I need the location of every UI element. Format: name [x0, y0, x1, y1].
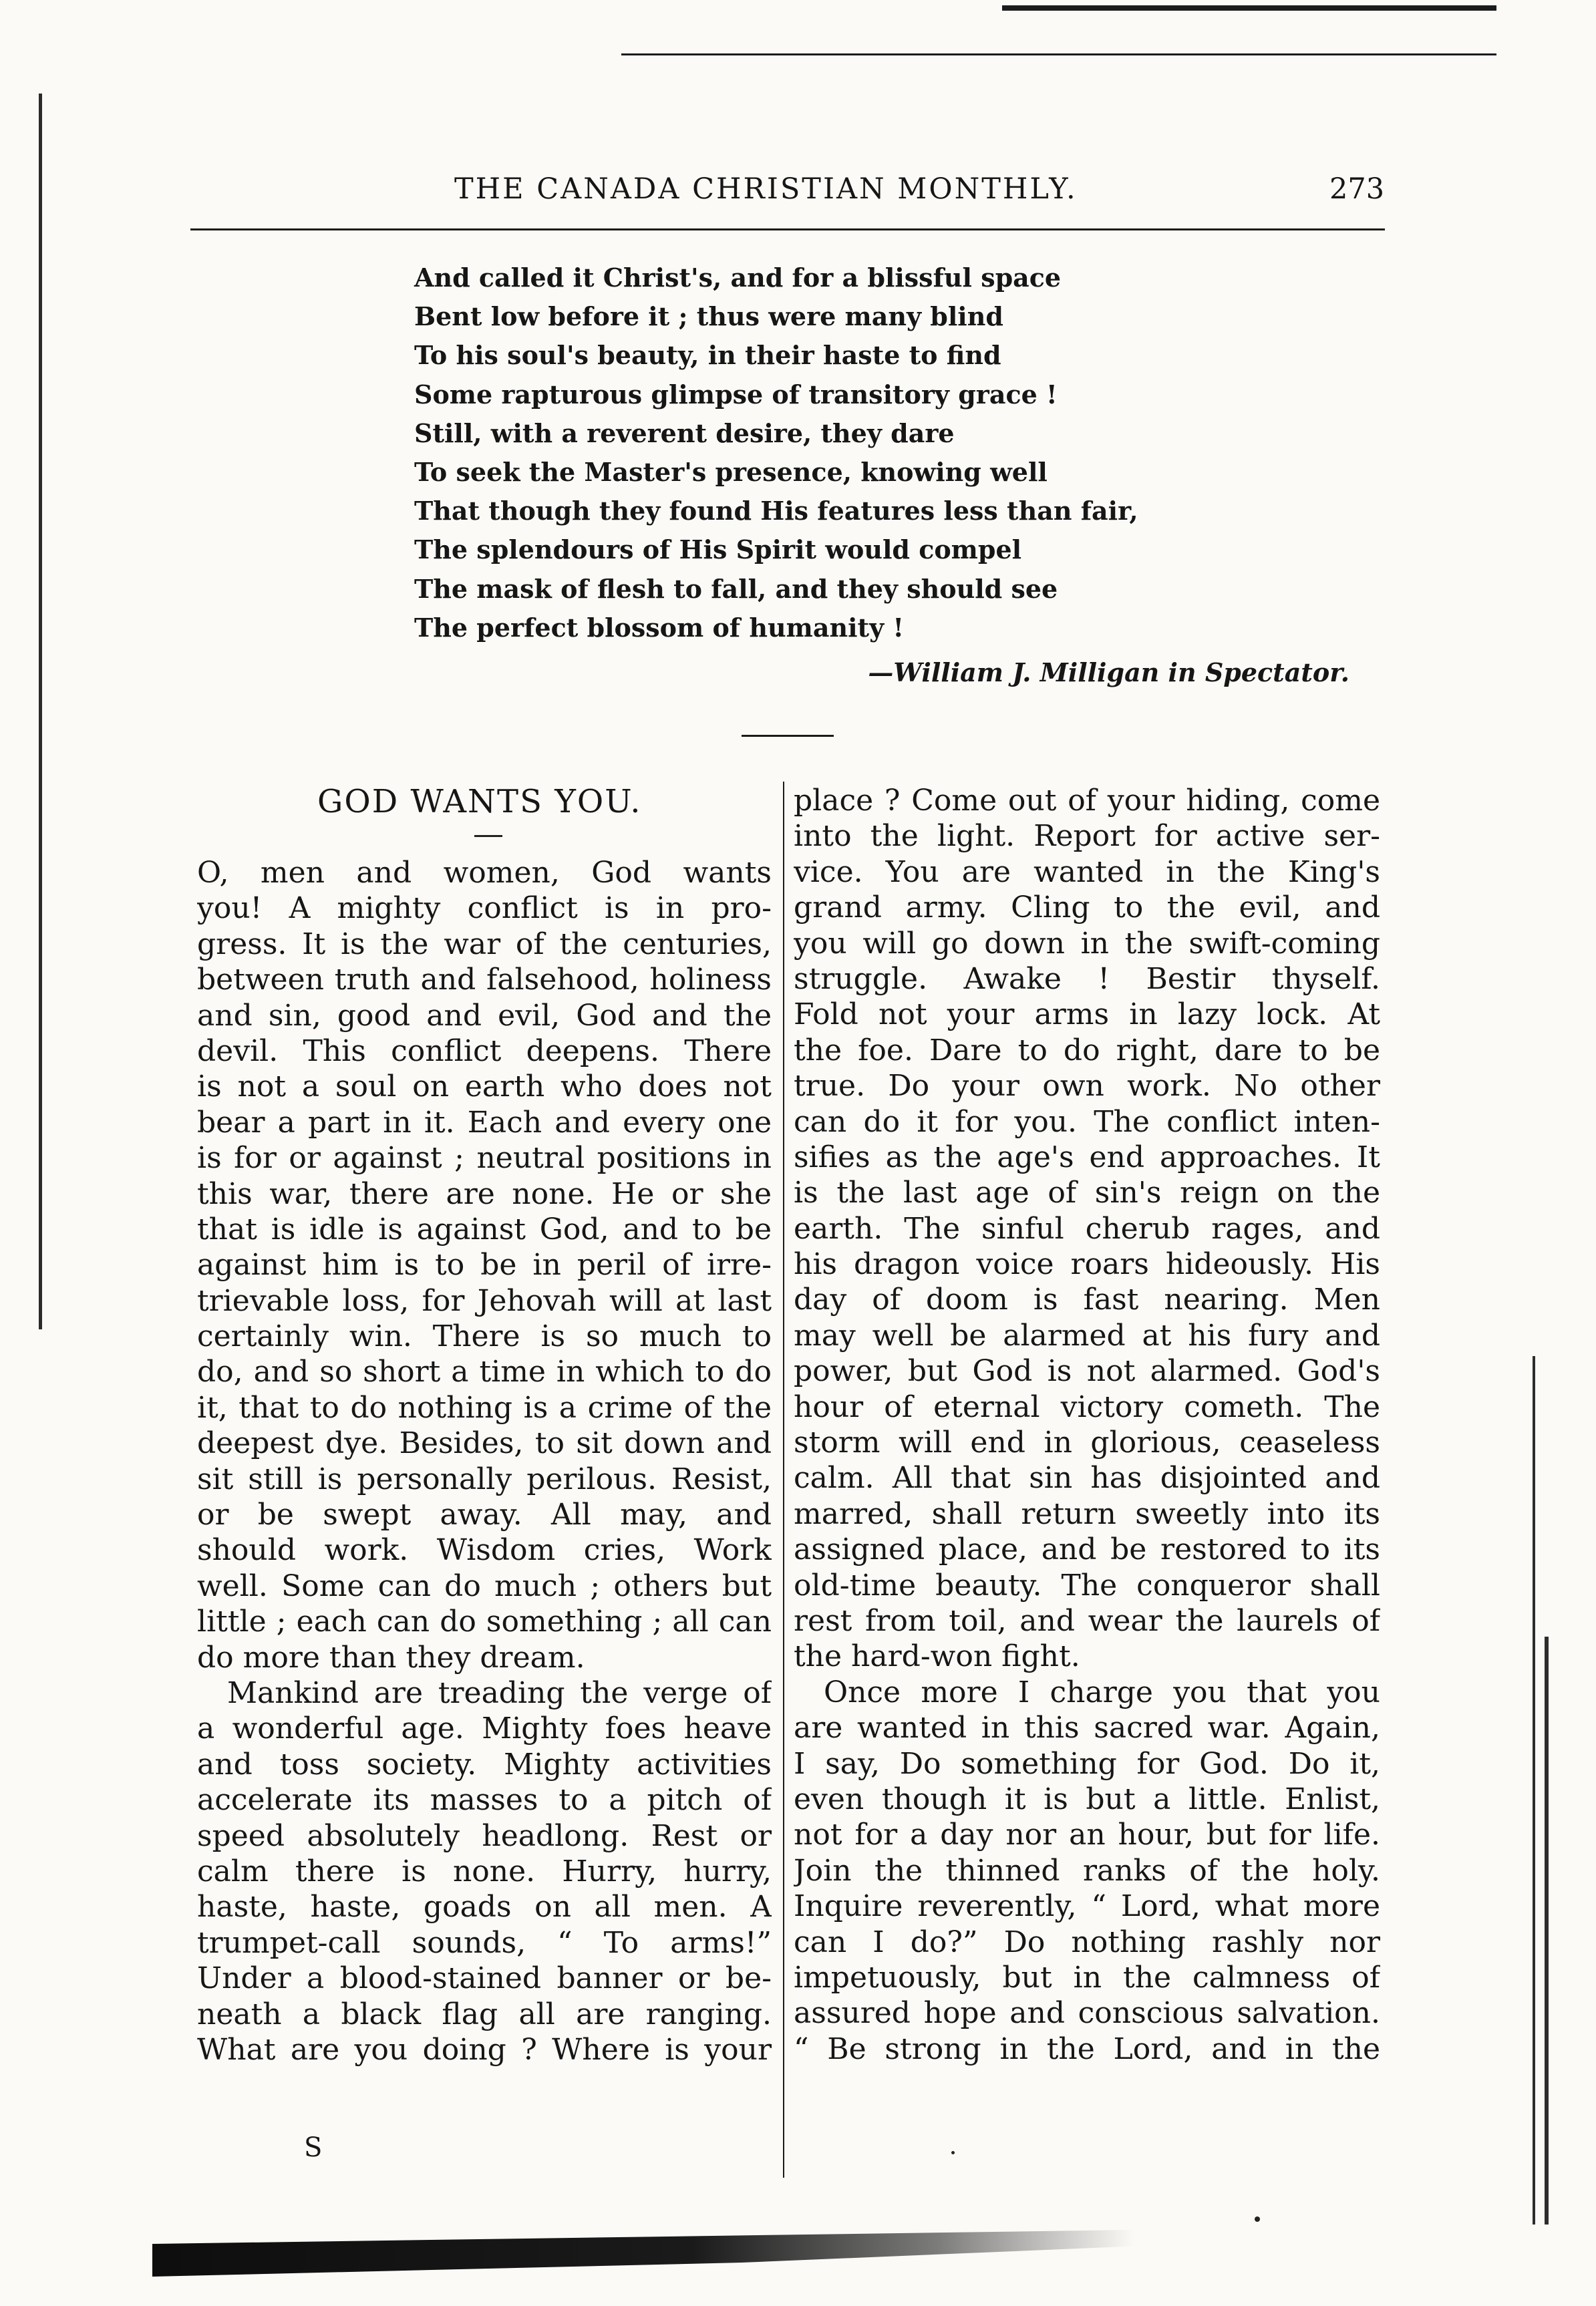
poem-line: The perfect blossom of humanity !: [414, 612, 905, 643]
text-line: even though it is but a little. Enlist,: [794, 1782, 1380, 1816]
poem: [414, 259, 1349, 647]
text-line: certainly win. There is so much to: [197, 1319, 772, 1354]
page-number: 273: [1329, 172, 1385, 206]
left-scan-edge: [39, 94, 42, 1329]
poem-line: The splendours of His Spirit would compel: [414, 534, 1022, 565]
text-line: O, men and women, God wants: [197, 856, 772, 890]
poem-line: To seek the Master's presence, knowing well: [414, 457, 1048, 488]
text-line: Under a blood-stained banner or be-: [197, 1961, 772, 1996]
text-line: you will go down in the swift-coming: [794, 926, 1380, 961]
text-line: calm. All that sin has disjointed and: [794, 1461, 1380, 1496]
poem-attribution: —William J. Milligan in Spectator.: [868, 657, 1349, 687]
column-divider: [783, 782, 784, 2178]
text-line: well. Some can do much ; others but: [197, 1569, 772, 1603]
text-line: and sin, good and evil, God and the: [197, 998, 772, 1033]
text-line: gress. It is the war of the centuries,: [197, 927, 772, 961]
text-line: the foe. Dare to do right, dare to be: [794, 1033, 1380, 1067]
text-line: do, and so short a time in which to do: [197, 1355, 772, 1389]
text-line: sifies as the age's end approaches. It: [794, 1140, 1380, 1174]
poem-line: Some rapturous glimpse of transitory grace !: [414, 379, 1058, 409]
poem-line: Bent low before it ; thus were many blind: [414, 301, 1003, 332]
text-line: What are you doing ? Where is your: [197, 2032, 772, 2067]
text-line: assigned place, and be restored to its: [794, 1532, 1380, 1567]
text-line: and toss society. Mighty activities: [197, 1747, 772, 1782]
text-line: trumpet-call sounds, “ To arms!”: [197, 1925, 772, 1960]
text-line: against him is to be in peril of irre-: [197, 1248, 772, 1283]
text-line: place ? Come out of your hiding, come: [794, 784, 1380, 818]
text-line: earth. The sinful cherub rages, and: [794, 1211, 1380, 1246]
text-line: Mankind are treading the verge of: [227, 1675, 772, 1710]
text-line: neath a black flag all are ranging.: [197, 1997, 772, 2031]
top-page-rule: [621, 53, 1496, 55]
article-title: GOD WANTS YOU.: [317, 783, 642, 820]
signature-mark: S: [304, 2132, 323, 2163]
text-line: storm will end in glorious, ceaseless: [794, 1426, 1380, 1460]
text-line: the hard-won fight.: [794, 1639, 1080, 1674]
text-line: speed absolutely headlong. Rest or: [197, 1818, 772, 1853]
text-line: I say, Do something for God. Do it,: [794, 1746, 1380, 1781]
running-head: THE CANADA CHRISTIAN MONTHLY.: [454, 172, 1078, 206]
text-line: deepest dye. Besides, to sit down and: [197, 1426, 772, 1461]
poem-line: And called it Christ's, and for a blissful space: [414, 263, 1062, 293]
text-line: trievable loss, for Jehovah will at last: [197, 1283, 772, 1318]
text-line: marred, shall return sweetly into its: [794, 1496, 1380, 1531]
header-rule: [190, 228, 1385, 230]
poem-line: Still, with a reverent desire, they dare: [414, 418, 955, 448]
text-line: day of doom is fast nearing. Men: [794, 1283, 1380, 1317]
text-line: assured hope and conscious salvation.: [794, 1996, 1380, 2031]
text-line: true. Do your own work. No other: [794, 1069, 1380, 1104]
text-line: accelerate its masses to a pitch of: [197, 1783, 772, 1818]
right-column: [794, 783, 1380, 2067]
text-line: or be swept away. All may, and: [197, 1498, 772, 1532]
text-line: rest from toil, and wear the laurels of: [794, 1603, 1380, 1638]
right-scan-edge-inner: [1545, 1637, 1549, 2225]
text-line: “ Be strong in the Lord, and in the: [794, 2031, 1380, 2066]
text-line: a wonderful age. Mighty foes heave: [197, 1711, 772, 1746]
right-scan-edge: [1533, 1356, 1535, 2225]
poem-line: That though they found His features less than fair,: [414, 496, 1138, 526]
text-line: do more than they dream.: [197, 1640, 585, 1675]
ink-speck: [1255, 2216, 1260, 2222]
text-line: may well be alarmed at his fury and: [794, 1318, 1380, 1353]
text-line: power, but God is not alarmed. God's: [794, 1354, 1380, 1389]
text-line: Once more I charge you that you: [824, 1675, 1380, 1709]
text-line: is the last age of sin's reign on the: [794, 1176, 1380, 1210]
text-line: haste, haste, goads on all men. A: [197, 1890, 772, 1925]
text-line: between truth and falsehood, holiness: [197, 963, 772, 997]
text-line: vice. You are wanted in the King's: [794, 854, 1380, 889]
text-line: can I do?” Do nothing rashly nor: [794, 1925, 1380, 1959]
text-line: should work. Wisdom cries, Work: [197, 1533, 772, 1568]
text-line: can do it for you. The conflict inten-: [794, 1104, 1380, 1139]
text-line: grand army. Cling to the evil, and: [794, 890, 1380, 925]
text-line: are wanted in this sacred war. Again,: [794, 1711, 1380, 1746]
text-line: you! A mighty conflict is in pro-: [197, 891, 772, 926]
text-line: Fold not your arms in lazy lock. At: [794, 997, 1380, 1032]
text-line: struggle. Awake ! Bestir thyself.: [794, 961, 1380, 996]
section-divider: [742, 735, 834, 737]
text-line: into the light. Report for active ser-: [794, 819, 1380, 854]
ink-speck: [951, 2151, 955, 2154]
text-line: it, that to do nothing is a crime of the: [197, 1390, 772, 1425]
text-line: that is idle is against God, and to be: [197, 1212, 772, 1247]
text-line: not for a day nor an hour, but for life.: [794, 1818, 1380, 1852]
bottom-scan-band: [152, 2230, 1134, 2277]
text-line: his dragon voice roars hideously. His: [794, 1247, 1380, 1282]
text-line: is for or against ; neutral positions in: [197, 1141, 772, 1176]
title-dash: [474, 835, 502, 837]
text-line: old-time beauty. The conqueror shall: [794, 1568, 1380, 1603]
text-line: little ; each can do something ; all can: [197, 1605, 772, 1639]
left-column: [197, 855, 772, 2068]
text-line: Join the thinned ranks of the holy.: [794, 1853, 1380, 1888]
poem-line: The mask of flesh to fall, and they should see: [414, 573, 1058, 604]
text-line: impetuously, but in the calmness of: [794, 1960, 1380, 1995]
text-line: sit still is personally perilous. Resist,: [197, 1462, 772, 1496]
poem-line: To his soul's beauty, in their haste to find: [414, 340, 1001, 371]
text-line: Inquire reverently, “ Lord, what more: [794, 1889, 1380, 1924]
text-line: hour of eternal victory cometh. The: [794, 1389, 1380, 1424]
top-scan-rule: [1002, 5, 1496, 11]
text-line: devil. This conflict deepens. There: [197, 1033, 772, 1068]
text-line: is not a soul on earth who does not: [197, 1069, 772, 1104]
text-line: bear a part in it. Each and every one: [197, 1105, 772, 1140]
text-line: calm there is none. Hurry, hurry,: [197, 1854, 772, 1888]
text-line: this war, there are none. He or she: [197, 1176, 772, 1211]
